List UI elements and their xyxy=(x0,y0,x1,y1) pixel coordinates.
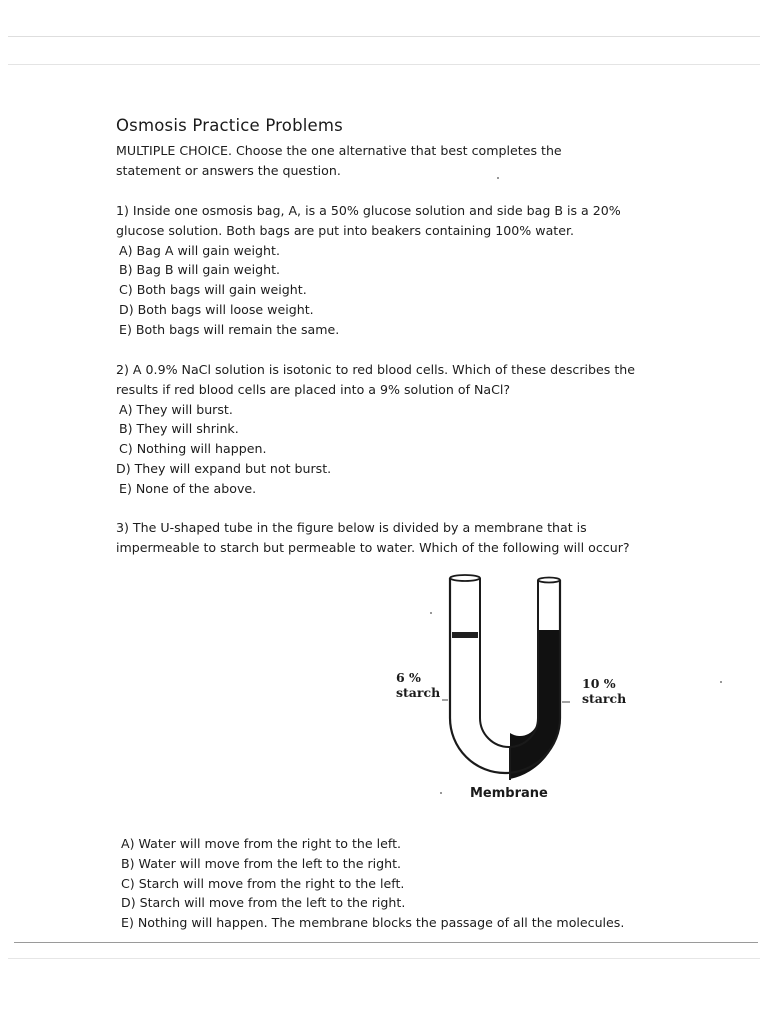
right-concentration-label xyxy=(582,676,626,706)
answer-option: E) Nothing will happen. The membrane blocks the passage of all the molecules. xyxy=(121,915,625,931)
question-1 xyxy=(116,201,656,340)
scan-border-top-faint xyxy=(8,64,760,65)
u-tube-figure xyxy=(380,568,640,818)
right-tube-opening xyxy=(538,578,560,583)
right-percent: 10 % xyxy=(582,676,616,691)
left-tube-opening xyxy=(450,575,480,581)
scan-speck xyxy=(440,792,442,794)
question-stem-line: 1) Inside one osmosis bag, A, is a 50% glucose solution and side bag B is a 20% xyxy=(116,203,621,218)
scan-speck xyxy=(720,681,722,683)
answer-option: E) None of the above. xyxy=(119,480,257,496)
left-percent: 6 % xyxy=(396,670,421,685)
instructions-line: MULTIPLE CHOICE. Choose the one alternative that best completes the xyxy=(116,143,562,158)
right-solution-fill xyxy=(510,630,560,779)
left-solution-level xyxy=(452,632,478,638)
question-2 xyxy=(116,360,656,499)
scan-speck xyxy=(497,177,499,179)
question-stem-line: 3) The U-shaped tube in the figure below is divided by a membrane that is xyxy=(116,520,587,535)
answer-option: B) They will shrink. xyxy=(119,421,239,437)
u-tube-inner-wall xyxy=(480,578,538,747)
right-solute: starch xyxy=(582,691,627,706)
question-stem-line: impermeable to starch but permeable to water. Which of the following will occur? xyxy=(116,539,630,555)
answer-option: C) Starch will move from the right to the left. xyxy=(121,875,405,891)
page-divider-bottom xyxy=(14,942,758,943)
answer-option: A) They will burst. xyxy=(119,401,233,417)
left-concentration-label xyxy=(396,670,440,700)
answer-option: A) Water will move from the right to the left. xyxy=(121,836,402,851)
answer-option: B) Water will move from the left to the right. xyxy=(121,855,402,871)
scan-speck xyxy=(430,612,432,614)
question-stem-line: glucose solution. Both bags are put into beakers containing 100% water. xyxy=(116,222,574,238)
answer-option: D) Starch will move from the left to the right. xyxy=(121,895,406,911)
answer-option: C) Both bags will gain weight. xyxy=(119,282,307,298)
instructions-line: statement or answers the question. xyxy=(116,162,341,178)
scan-border-top xyxy=(8,36,760,37)
question-stem-line: 2) A 0.9% NaCl solution is isotonic to red blood cells. Which of these describes the xyxy=(116,362,636,377)
answer-option: A) Bag A will gain weight. xyxy=(119,242,280,258)
question-3 xyxy=(116,518,656,558)
answer-option: B) Bag B will gain weight. xyxy=(119,262,281,278)
answer-option: D) They will expand but not burst. xyxy=(116,460,332,476)
worksheet-title: Osmosis Practice Problems xyxy=(116,116,343,135)
membrane-label: Membrane xyxy=(470,786,548,801)
question-3-options xyxy=(121,834,661,933)
scan-border-bottom xyxy=(8,958,760,959)
instructions xyxy=(116,141,656,181)
question-stem-line: results if red blood cells are placed into a 9% solution of NaCl? xyxy=(116,381,511,397)
left-solute: starch xyxy=(396,685,441,700)
answer-option: C) Nothing will happen. xyxy=(119,441,267,457)
answer-option: E) Both bags will remain the same. xyxy=(119,321,340,337)
answer-option: D) Both bags will loose weight. xyxy=(119,301,314,317)
